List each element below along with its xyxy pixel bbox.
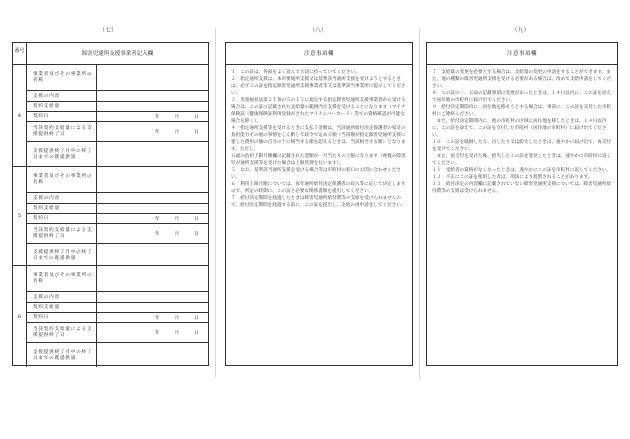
fold-line — [215, 28, 216, 378]
provider-block — [13, 266, 208, 367]
note-item: ８ この証の一、五面の記載事項に変更があったときは、１４日以内に、この証を添えて居住地の市町村に届け出てください。 — [432, 91, 612, 103]
date-unit: 月 — [174, 231, 181, 237]
notes-panel-8 — [225, 42, 413, 366]
row-label: 支援の内容 — [27, 292, 97, 302]
row-end-remaining — [27, 122, 208, 142]
note-item: １３ 給付決定の内容欄に記載されていない障害児通所支援については、障害児通所給付費等の支給は受けられません。 — [432, 182, 612, 194]
date-unit: 月 — [174, 129, 181, 135]
row-contract-date — [27, 112, 208, 122]
date-unit: 年 — [155, 129, 161, 135]
date-unit: 年 — [155, 330, 161, 336]
row-value[interactable] — [97, 65, 208, 90]
note-item: １ この証は、各面をよく読んで大切に持っていてください。 — [231, 70, 360, 75]
row-contract-amount — [27, 102, 208, 112]
row-remaining — [27, 142, 208, 167]
page-number-7: （七） — [98, 27, 117, 34]
row-remaining — [27, 244, 208, 266]
note-item: ６ 利用上限月額については、毎年通所給付決定保護者の収入等に応じて決定しますので、所定の時期に、この証と必要な関係書類を提出してください。 — [231, 182, 406, 194]
notes-title: 注意事項欄 — [427, 43, 617, 65]
row-label: 事業者及びその事業所の名称 — [27, 65, 97, 90]
row-provider — [27, 167, 208, 193]
row-label: 契約支給量 — [27, 204, 97, 213]
row-value[interactable] — [97, 204, 208, 213]
row-value[interactable] — [97, 112, 208, 121]
row-value[interactable] — [97, 244, 208, 266]
note-item: ２ 指定通所支援は、本市要通所支援又は基準該当通所支援を受けようとするときは、必ずこの証を指定障害児通所支援事業者等又は基準該当事業所に提示してください。 — [231, 77, 406, 96]
date-unit: 日 — [194, 330, 200, 336]
note-item: １１ 受給者の資格がなくなったときは、速やかにこの証を市町村に返してください。 — [432, 168, 612, 173]
date-unit: 年 — [155, 231, 161, 237]
row-value[interactable] — [97, 323, 208, 342]
notes-body — [427, 65, 617, 195]
row-value[interactable] — [97, 224, 208, 243]
row-contract-date — [27, 313, 208, 323]
row-label: 事業者及びその事業所の名称 — [27, 266, 97, 291]
row-contract-date — [27, 214, 208, 224]
row-label: 契約日 — [27, 214, 97, 223]
date-unit: 月 — [174, 330, 181, 336]
date-unit: 月 — [174, 114, 181, 120]
row-service — [27, 193, 208, 204]
row-label: 支援の内容 — [27, 91, 97, 101]
row-remaining — [27, 343, 208, 367]
provider-block — [13, 167, 208, 266]
row-contract-amount — [27, 303, 208, 313]
date-unit: 日 — [194, 216, 200, 222]
row-end-remaining — [27, 224, 208, 244]
row-label: 契約支給量 — [27, 102, 97, 111]
row-value[interactable] — [97, 343, 208, 367]
row-value[interactable] — [97, 214, 208, 223]
note-item: ９ 給付決定期間内に、居住地を移そうとする場合は、事前に、この証を交付した市町村にご連絡ください。 — [432, 105, 612, 117]
page-number-9: （九） — [511, 27, 530, 34]
notes-body — [226, 65, 412, 209]
row-value[interactable] — [97, 266, 208, 291]
date-unit: 日 — [194, 129, 200, 135]
row-value[interactable] — [97, 303, 208, 312]
row-provider — [27, 266, 208, 292]
date-unit: 日 — [194, 315, 200, 321]
row-value[interactable] — [97, 102, 208, 111]
row-service — [27, 91, 208, 102]
provider-block — [13, 65, 208, 167]
row-label: 支援提供終了月中の終了日までの既提供量 — [27, 142, 97, 167]
provider-entry-table — [12, 42, 209, 366]
block-number-text: 6 — [17, 313, 22, 320]
row-label: 支援の内容 — [27, 193, 97, 203]
row-label: 当該契約支給量による支援提供終了日 — [27, 224, 97, 243]
date-unit: 日 — [194, 114, 200, 120]
note-item: ７ 給付決定期間を経過したときは障害児通所給付費等の支給を受けられませんので、給付決定期間を経過する前に、この証を提出し、支給の再申請をしてください。 — [231, 196, 406, 208]
fold-line — [419, 28, 420, 378]
header-title: 障害児通所支援事業者記入欄 — [81, 51, 154, 57]
date-unit: 年 — [155, 216, 161, 222]
note-item: また、給付決定期間内に、他の市町村の区域に居住地を移したときは、１４日以内に、この証を添えて、この証を交付した市町村（居住地の市町村）に届け出てください。 — [432, 119, 607, 138]
block-number-text: 5 — [17, 213, 22, 219]
row-value[interactable] — [97, 142, 208, 167]
row-label: 事業者及びその事業所の名称 — [27, 167, 97, 192]
row-label: 契約支給量 — [27, 303, 97, 312]
date-unit: 月 — [174, 216, 181, 222]
header-number: 番号 — [13, 43, 27, 65]
row-end-remaining — [27, 323, 208, 343]
row-label: 当該契約支給量による支援提供終了日 — [27, 122, 97, 141]
row-label: 契約日 — [27, 313, 97, 322]
note-item: ３ 児童福祉法第２１条の５の１５に規定する指定障害児通所支援事業者から受ける場合は、この証に記載された支給量の範囲内で支援を受けることになります（マイナ保険証（健康保険証利用登録がされたマイナンバーカード）等での資格確認が可能な場合を除く）。 — [231, 98, 406, 124]
note-item: ４ 指定通所支援等を受けるときに支払う金額は、当該通所給付決定保護者の家計の負担能力その他の事情をしん酌して政令で定める額（当該額が指定障害児通所支援に要した費用の額の百分の十に相当する額を超えるときは、当該相当する額）となります。ただし、 — [231, 126, 406, 152]
date-unit: 年 — [155, 114, 161, 120]
row-value[interactable] — [97, 91, 208, 101]
row-label: 支援提供終了月中の終了日までの既提供量 — [27, 244, 97, 266]
row-value[interactable] — [97, 292, 208, 302]
block-number — [13, 266, 27, 367]
row-value[interactable] — [97, 122, 208, 141]
block-number — [13, 167, 27, 265]
row-label: 支援提供終了月中の終了日までの既提供量 — [27, 343, 97, 367]
row-provider — [27, 65, 208, 91]
note-item: １０ この証を破損したり、汚したり又は紛失したときは、速やかに届け出て、再交付を受けてください。 — [432, 140, 612, 152]
note-item: １２ 不正にこの証を使用した者は、刑法により処罰されることがあります。 — [432, 175, 593, 180]
table-header — [13, 43, 208, 65]
block-number-text: 4 — [17, 112, 22, 119]
date-unit: 年 — [155, 315, 161, 321]
page-number-8: （八） — [308, 27, 327, 34]
note-item: また、再交付を受けた後、紛失したこの証を発見したときは、速やかに市町村に返してください。 — [432, 154, 612, 166]
row-contract-amount — [27, 204, 208, 214]
date-unit: 日 — [194, 231, 200, 237]
note-item: 五歳の負担上限月額欄に記載された金額が一月当たりの上限になります（複数の障害児が通所支援等を受けた場合は上限管理を行います）。 — [231, 154, 406, 166]
row-value[interactable] — [97, 313, 208, 322]
row-value[interactable] — [97, 193, 208, 203]
row-label: 当該契約支給量による支援提供終了日 — [27, 323, 97, 342]
note-item: ５ なお、基準該当通所支援を受ける場合等は市町村の窓口にお問い合わせください。 — [231, 168, 401, 180]
date-unit: 月 — [174, 315, 181, 321]
row-label: 契約日 — [27, 112, 97, 121]
row-value[interactable] — [97, 167, 208, 192]
notes-panel-9 — [426, 42, 618, 366]
row-service — [27, 292, 208, 303]
block-number — [13, 65, 27, 166]
note-item: ７ 支給量の変更を必要とする場合は、支給量の変更の申請をすることができます。また、他の種類の障害児通所支援を受ける必要がある場合は、改めて支給申請をしてください。 — [432, 70, 612, 89]
notes-title: 注意事項欄 — [226, 43, 412, 65]
